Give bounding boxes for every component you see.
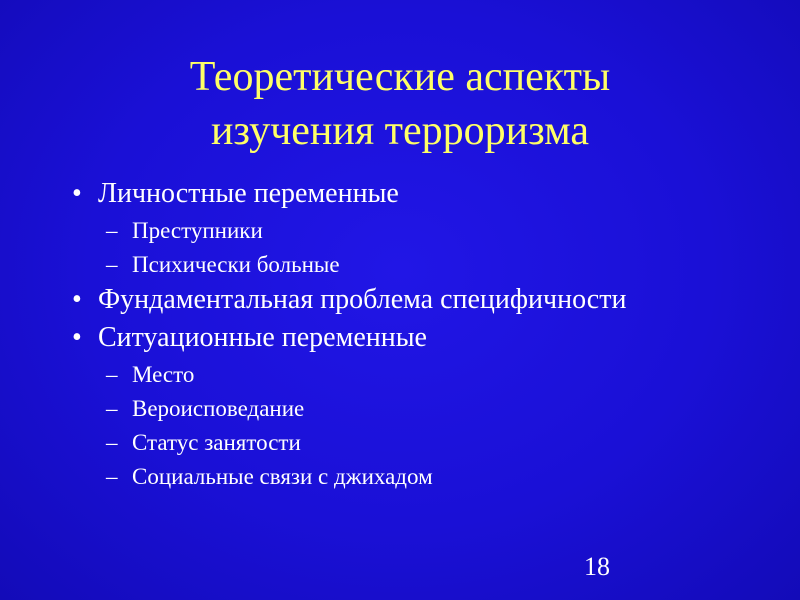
- bullet-text: Фундаментальная проблема специфичности: [98, 284, 627, 315]
- sub-bullet-item: [72, 392, 772, 426]
- sub-bullet-text: Вероисповедание: [132, 396, 305, 421]
- bullet-item: [72, 176, 772, 212]
- slide-title-line-2: изучения терроризма: [210, 108, 590, 154]
- bullet-marker: •: [72, 322, 82, 353]
- sub-bullet-text: Социальные связи с джихадом: [132, 464, 433, 489]
- bullet-item: [72, 320, 772, 356]
- sub-bullet-text: Преступники: [132, 218, 263, 243]
- bullet-text: Личностные переменные: [98, 178, 399, 209]
- bullet-item: [72, 282, 772, 318]
- bullet-text: Ситуационные переменные: [98, 322, 427, 353]
- sub-bullet-marker: –: [106, 464, 118, 489]
- page-number: 18: [584, 552, 610, 581]
- sub-bullet-marker: –: [106, 362, 118, 387]
- sub-bullet-item: [72, 358, 772, 392]
- sub-bullet-item: [72, 426, 772, 460]
- sub-bullet-text: Психически больные: [132, 252, 340, 277]
- sub-bullet-text: Статус занятости: [132, 430, 301, 455]
- bullet-marker: •: [72, 178, 82, 209]
- sub-bullet-marker: –: [106, 252, 118, 277]
- slide-title-line-1: Теоретические аспекты: [189, 54, 611, 100]
- sub-bullet-item: [72, 214, 772, 248]
- slide-title: [100, 50, 700, 158]
- sub-bullet-marker: –: [106, 218, 118, 243]
- bullet-list: [72, 176, 772, 494]
- sub-bullet-marker: –: [106, 396, 118, 421]
- sub-bullet-item: [72, 248, 772, 282]
- sub-bullet-item: [72, 460, 772, 494]
- sub-bullet-text: Место: [132, 362, 195, 387]
- bullet-marker: •: [72, 284, 82, 315]
- sub-bullet-marker: –: [106, 430, 118, 455]
